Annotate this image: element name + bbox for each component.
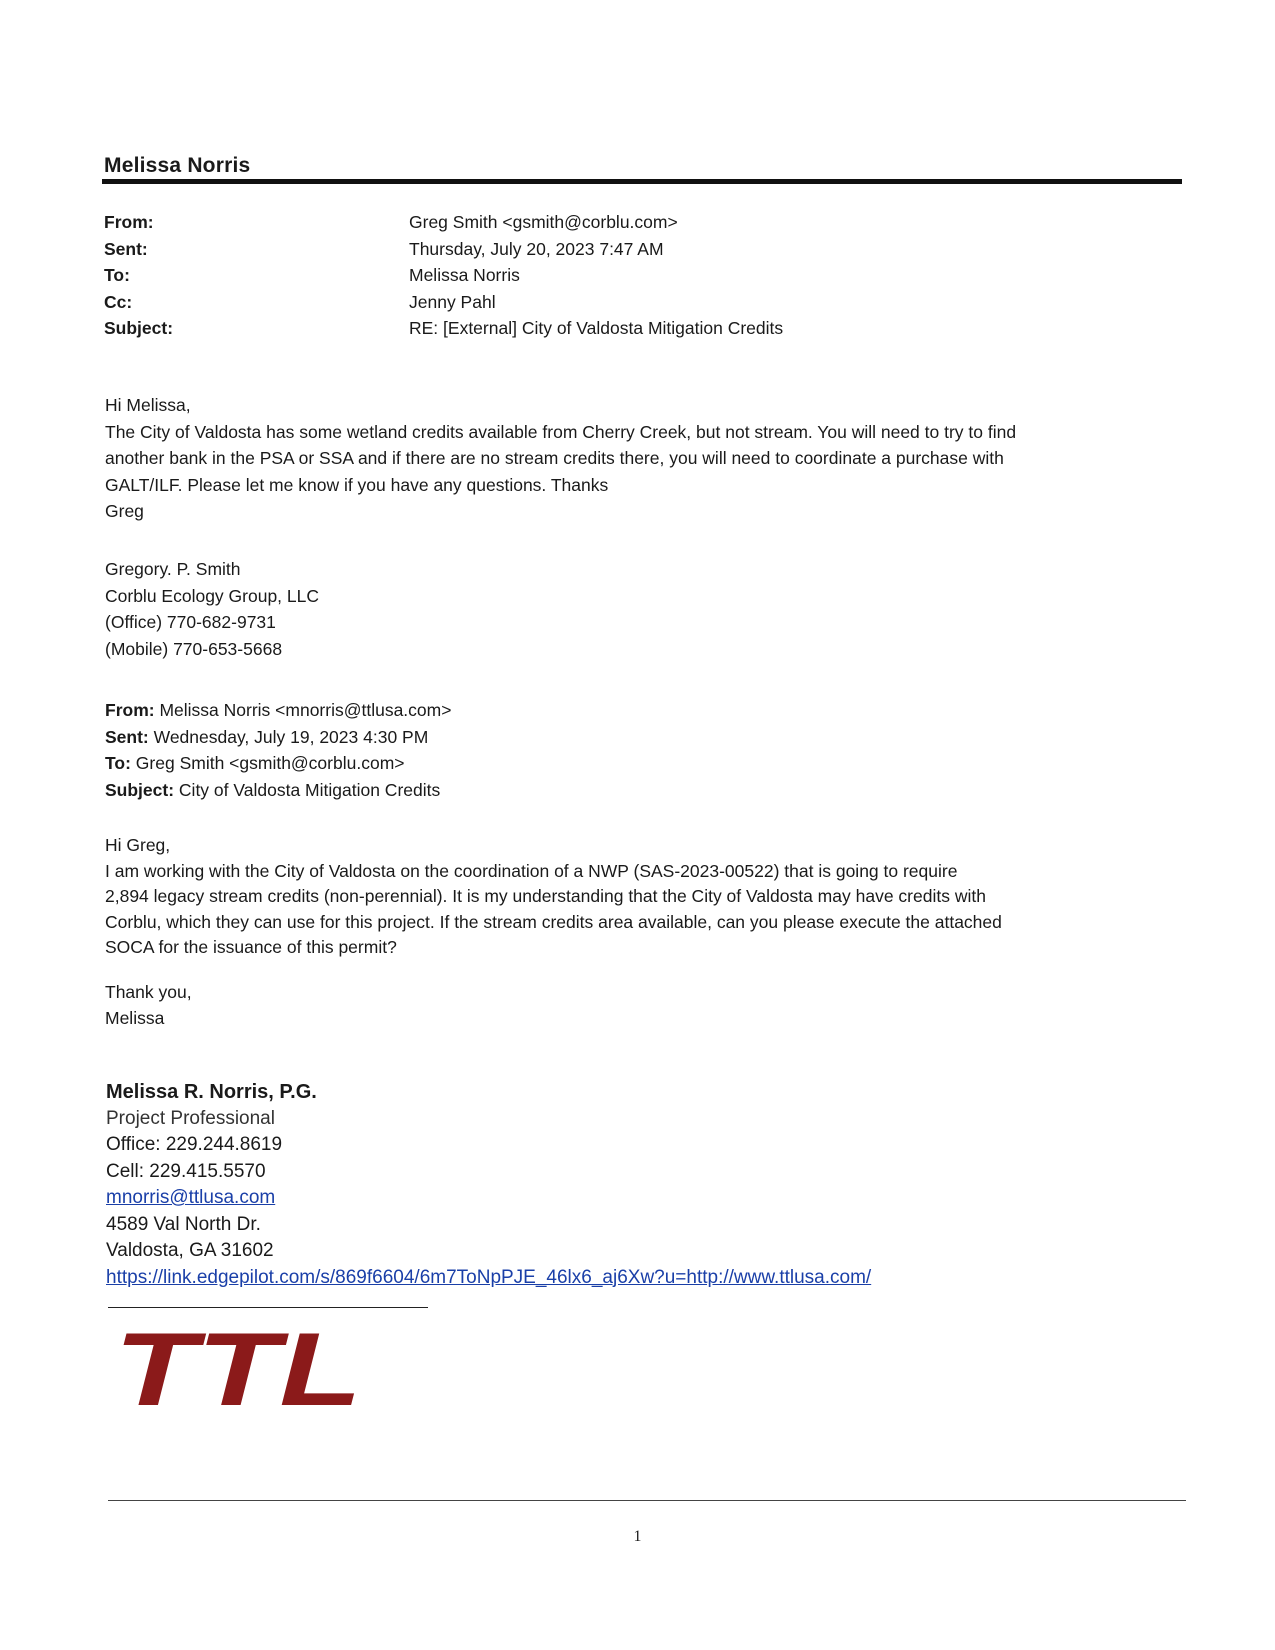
reply-line: another bank in the PSA or SSA and if there are no stream credits there, you will need to coordinate a purchase with [105, 448, 1004, 468]
original-from [105, 697, 1185, 724]
original-subject-label: Subject: [105, 779, 175, 800]
header-value: Thursday, July 20, 2023 7:47 AM [409, 238, 664, 259]
header-value: Jenny Pahl [409, 291, 496, 312]
closing-line: Thank you, [105, 982, 192, 1002]
reply-greeting: Hi Melissa, [105, 395, 191, 415]
owner-divider [102, 179, 1182, 184]
mailbox-owner-name: Melissa Norris [104, 154, 251, 177]
original-message-header [105, 697, 1185, 803]
original-sent-label: Sent: [105, 726, 149, 747]
original-sent [105, 724, 1185, 751]
ttl-logo [110, 1315, 370, 1420]
page-number: 1 [633, 1528, 642, 1545]
original-line: I am working with the City of Valdosta on the coordination of a NWP (SAS-2023-00522) that is going to require [105, 860, 958, 881]
signature-url-link[interactable]: https://link.edgepilot.com/s/869f6604/6m7ToNpPJE_46lx6_aj6Xw?u=http://www.ttlusa.com/ [106, 1266, 872, 1288]
signature-office: Office: 229.244.8619 [106, 1134, 283, 1155]
signature-divider [108, 1307, 428, 1308]
signature-line: Corblu Ecology Group, LLC [105, 585, 319, 606]
original-to-value: Greg Smith <gsmith@corblu.com> [135, 753, 405, 773]
original-sent-value: Wednesday, July 19, 2023 4:30 PM [153, 726, 429, 747]
header-value: Melissa Norris [409, 265, 520, 285]
original-line: 2,894 legacy stream credits (non-perennial). It is my understanding that the City of Valdosta may have credits with [105, 886, 986, 906]
original-closing [105, 980, 1185, 1031]
signature-title: Project Professional [106, 1107, 275, 1129]
signature-name: Melissa R. Norris, P.G. [106, 1081, 317, 1103]
header-label: Sent: [104, 238, 148, 259]
reply-signature [105, 556, 1185, 662]
header-value: RE: [External] City of Valdosta Mitigation Credits [409, 318, 784, 338]
original-signoff: Melissa [105, 1007, 165, 1028]
header-label: Cc: [104, 291, 133, 312]
header-label: To: [104, 265, 130, 285]
signature-email-link[interactable]: mnorris@ttlusa.com [106, 1187, 276, 1208]
original-greeting: Hi Greg, [105, 835, 171, 855]
original-to-label: To: [105, 753, 131, 773]
original-body [105, 833, 1185, 961]
signature-line: (Office) 770-682-9731 [105, 612, 276, 632]
sender-signature [106, 1079, 871, 1291]
reply-line: GALT/ILF. Please let me know if you have any questions. Thanks [105, 474, 609, 495]
ttl-logo-text: TTL [114, 1315, 362, 1420]
original-from-value: Melissa Norris <mnorris@ttlusa.com> [159, 700, 452, 720]
reply-line: The City of Valdosta has some wetland credits available from Cherry Creek, but not stream. You will need to try to find [105, 421, 1017, 442]
original-subject [105, 777, 1185, 804]
signature-line: Gregory. P. Smith [105, 559, 241, 579]
footer-rule [108, 1500, 1186, 1501]
signature-address-line1: 4589 Val North Dr. [106, 1213, 261, 1235]
original-line: SOCA for the issuance of this permit? [105, 937, 397, 957]
reply-signoff: Greg [105, 501, 144, 521]
original-subject-value: City of Valdosta Mitigation Credits [178, 779, 441, 800]
header-label: Subject: [104, 318, 174, 338]
original-line: Corblu, which they can use for this project. If the stream credits area available, can you please execute the attached [105, 911, 1002, 932]
header-label: From: [104, 212, 154, 232]
signature-address-line2: Valdosta, GA 31602 [106, 1240, 274, 1261]
original-to [105, 750, 1185, 777]
header-value: Greg Smith <gsmith@corblu.com> [409, 212, 678, 232]
reply-body [105, 392, 1185, 525]
original-from-label: From: [105, 700, 155, 720]
signature-cell: Cell: 229.415.5570 [106, 1160, 266, 1182]
signature-line: (Mobile) 770-653-5668 [105, 638, 283, 659]
